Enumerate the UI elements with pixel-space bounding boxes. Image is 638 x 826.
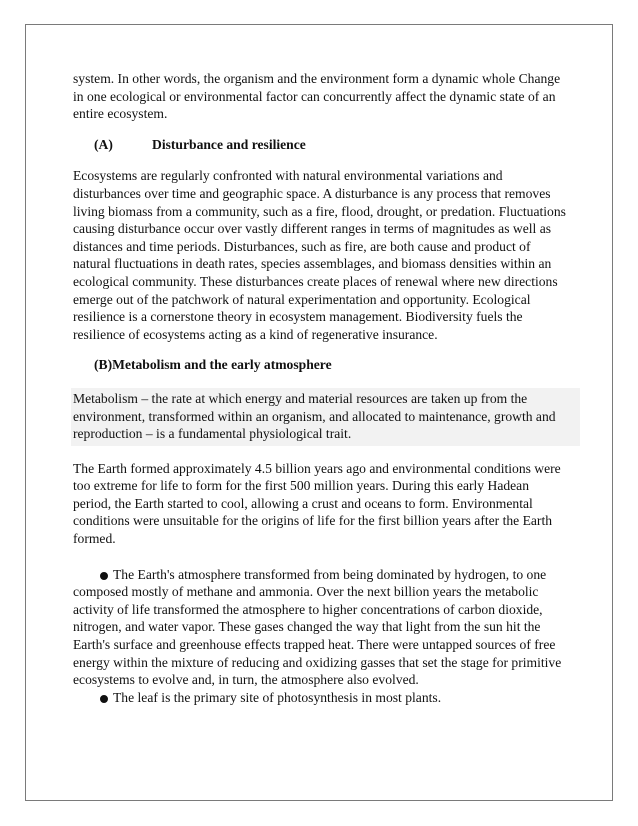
- document-page: [25, 24, 613, 801]
- bullet-text: The Earth's atmosphere transformed from being dominated by hydrogen, to one composed mostly of methane and ammonia. Over the next billion years the metabolic activity of life transformed the atmosphere to higher concentrations of carbon dioxide, nitrogen, and water vapor. These gases changed the way that light from the sun hit the Earth's surface and greenhouse effects trapped heat. There were untapped sources of free energy within the mixture of reducing and oxidizing gasses that set the stage for primitive ecosystems to evolve and, in turn, the atmosphere also evolved.: [73, 566, 562, 688]
- bullet-item: [73, 566, 568, 689]
- bullet-text: The leaf is the primary site of photosynthesis in most plants.: [113, 689, 442, 705]
- section-b-heading: (B)Metabolism and the early atmosphere: [94, 357, 332, 373]
- section-a-title: Disturbance and resilience: [152, 136, 306, 152]
- section-a-paragraph: Ecosystems are regularly confronted with natural environmental variations and disturbances over time and geographic space. A disturbance is any process that removes living biomass from a community, such as a fire, flood, drought, or predation. Fluctuations causing disturbance occur over vastly different ranges in terms of magnitudes as well as distances and time periods. Disturbances, such as fire, are both cause and product of natural fluctuations in death rates, species assemblages, and biomass densities within an ecological community. These disturbances create places of renewal where new directions emerge out of the patchwork of natural experimentation and opportunity. Ecological resilience is a cornerstone theory in ecosystem management. Biodiversity fuels the resilience of ecosystems acting as a kind of regenerative insurance.: [73, 168, 566, 342]
- section-a-label: (A): [94, 136, 113, 152]
- bullet-item: [73, 689, 568, 707]
- bullet-icon: [100, 695, 108, 703]
- section-a-heading: [73, 136, 568, 154]
- page-content: [73, 70, 568, 706]
- bullet-icon: [100, 572, 108, 580]
- metabolism-definition: Metabolism – the rate at which energy and material resources are taken up from the environment, transformed within an organism, and allocated to maintenance, growth and reproduction – is a fundamental physiological trait.: [71, 388, 580, 446]
- section-b-paragraph: The Earth formed approximately 4.5 billion years ago and environmental conditions were too extreme for life to form for the first 500 million years. During this early Hadean period, the Earth started to cool, allowing a crust and oceans to form. Environmental conditions were unsuitable for the origins of life for the first billion years after the Earth formed.: [73, 460, 561, 547]
- intro-paragraph: system. In other words, the organism and the environment form a dynamic whole Change in one ecological or environmental factor can concurrently affect the dynamic state of an entire ecosystem.: [73, 71, 561, 122]
